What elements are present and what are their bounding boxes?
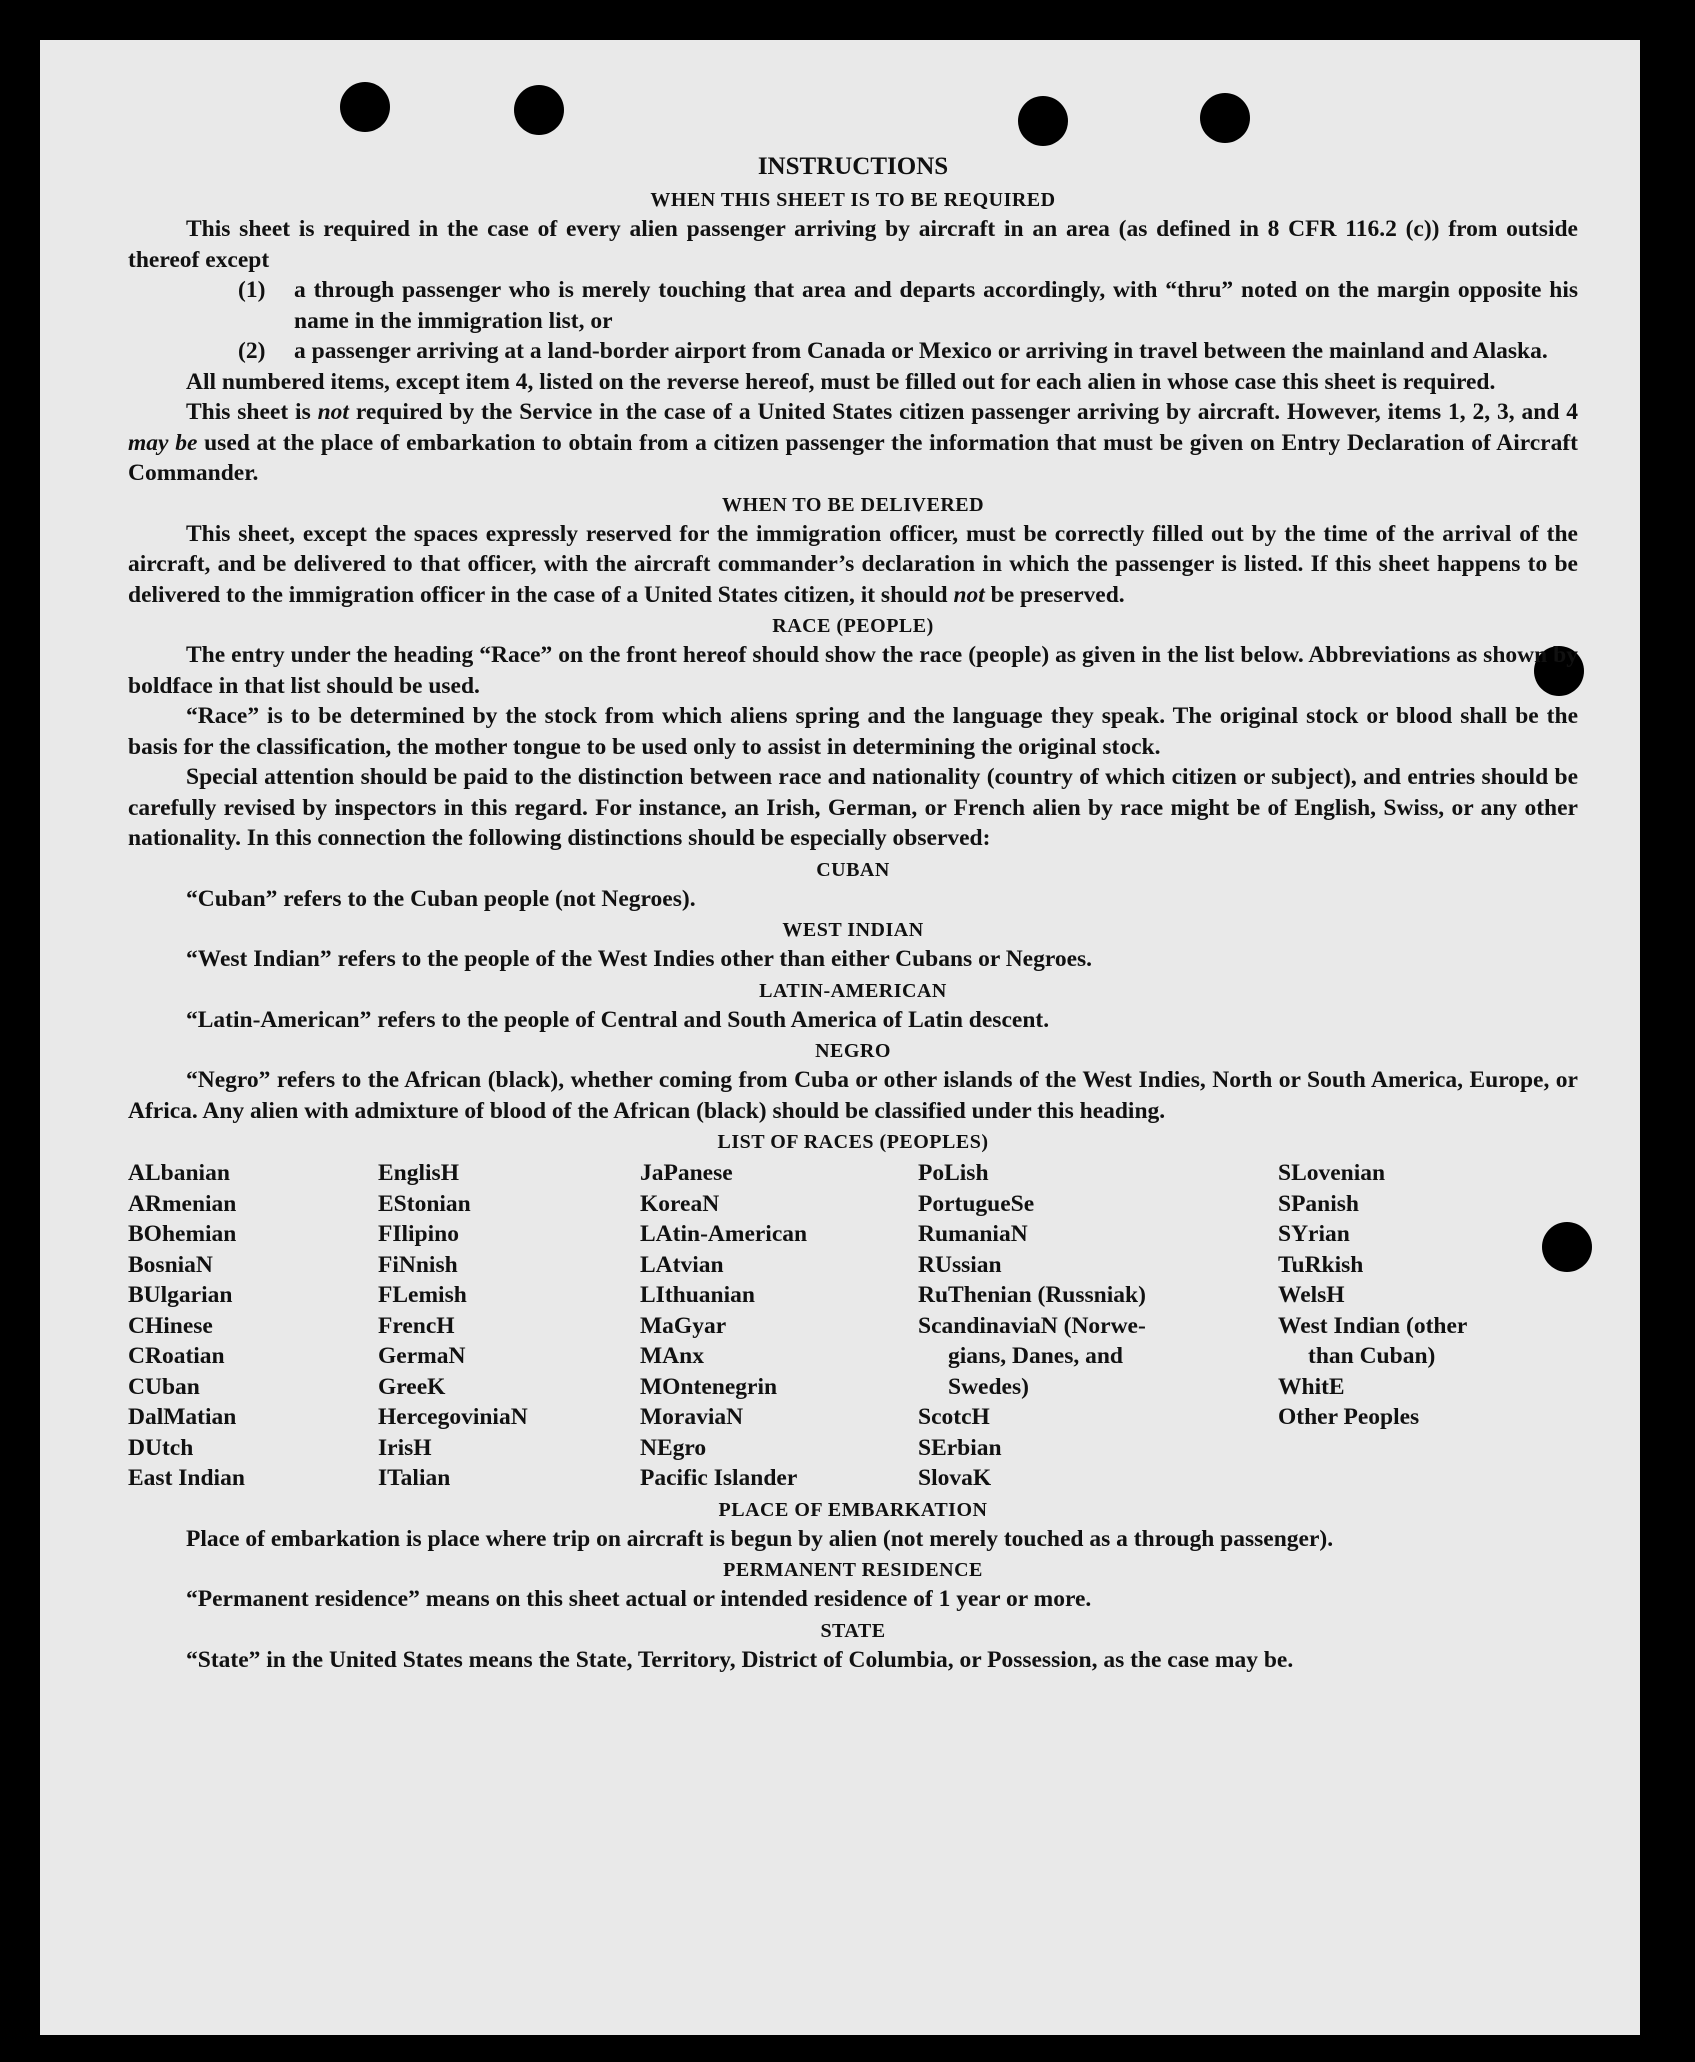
list-item: MOntenegrin — [640, 1373, 778, 1400]
list-item: TuRkish — [1278, 1251, 1364, 1278]
section-heading-list-of-races: LIST OF RACES (PEOPLES) — [717, 1131, 989, 1153]
section-heading-required: WHEN THIS SHEET IS TO BE REQUIRED — [650, 189, 1056, 211]
list-item: EnglisH — [378, 1160, 459, 1186]
races-column-3 — [640, 1158, 918, 1494]
list-item: WhitE — [1278, 1373, 1345, 1400]
paragraph: “Race” is to be determined by the stock from which aliens spring and the language they speak. The original stock or blood shall be the basis for the classification, the mother tongue to be used only to assist in determining the original stock. — [128, 703, 1578, 760]
list-item: FiNnish — [378, 1251, 458, 1278]
section-heading-west-indian: WEST INDIAN — [782, 919, 924, 941]
paragraph: This sheet, except the spaces expressly reserved for the immigration officer, must be correctly filled out by the time of the arrival of the aircraft, and be delivered to that officer, with the aircraft commander’s declaration in which the passenger is listed. If this sheet happens to be delivered to the immigration officer in the case of a United States citizen, it should not be preserved. — [128, 520, 1578, 608]
list-item: RuThenian (Russniak) — [918, 1282, 1146, 1308]
races-column-2 — [378, 1158, 640, 1494]
list-item: KoreaN — [640, 1190, 720, 1217]
list-item: SPanish — [1278, 1190, 1359, 1217]
list-item: EStonian — [378, 1190, 471, 1217]
instructions-content — [128, 150, 1578, 1675]
list-item: LIthuanian — [640, 1282, 755, 1308]
page-title: INSTRUCTIONS — [757, 153, 949, 180]
paragraph: “Negro” refers to the African (black), whether coming from Cuba or other islands of the West Indies, North or South America, Europe, or Africa. Any alien with admixture of blood of the African (black) should be classified under this heading. — [128, 1067, 1578, 1124]
races-column-1 — [128, 1158, 378, 1494]
list-item: gians, Danes, and — [948, 1343, 1123, 1369]
list-item: (1) a through passenger who is merely touching that area and departs accordingly, with “thru” noted on the margin opposite his name in the immigration list, or — [238, 277, 1578, 334]
list-item: LAtin-American — [640, 1221, 808, 1247]
list-item: LAtvian — [640, 1251, 724, 1278]
paragraph: “West Indian” refers to the people of the West Indies other than either Cubans or Negroes. — [186, 946, 1093, 972]
list-item: East Indian — [128, 1465, 245, 1491]
list-item: ARmenian — [128, 1190, 237, 1217]
list-item: IrisH — [378, 1434, 432, 1461]
list-item: FIlipino — [378, 1221, 459, 1247]
list-item: SErbian — [918, 1434, 1002, 1461]
paragraph: “Latin-American” refers to the people of Central and South America of Latin descent. — [186, 1006, 1050, 1033]
paragraph: Place of embarkation is place where trip on aircraft is begun by alien (not merely touched as a through passenger). — [186, 1525, 1334, 1552]
punch-hole — [1018, 96, 1068, 146]
list-item: Other Peoples — [1278, 1404, 1420, 1430]
list-item: MaGyar — [640, 1312, 727, 1339]
document-page — [40, 40, 1640, 2035]
list-item: GermaN — [378, 1343, 466, 1369]
paragraph: This sheet is not required by the Service in the case of a United States citizen passenger arriving by aircraft. However, items 1, 2, 3, and 4 may be used at the place of embarkation to obtain from a citizen passenger the information that must be given on Entry Declaration of Aircraft Commander. — [128, 399, 1579, 486]
section-heading-cuban: CUBAN — [816, 858, 890, 881]
list-item: DalMatian — [128, 1404, 237, 1430]
paragraph: “Permanent residence” means on this sheet actual or intended residence of 1 year or more. — [186, 1586, 1092, 1612]
races-list — [128, 1158, 1578, 1494]
paragraph: All numbered items, except item 4, listed on the reverse hereof, must be filled out for each alien in whose case this sheet is required. — [186, 368, 1496, 395]
punch-hole — [340, 82, 390, 132]
list-item: FLemish — [378, 1282, 467, 1308]
paragraph: “State” in the United States means the State, Territory, District of Columbia, or Possession, as the case may be. — [186, 1646, 1294, 1673]
list-item: than Cuban) — [1308, 1343, 1436, 1369]
paragraph: “Cuban” refers to the Cuban people (not Negroes). — [186, 885, 696, 912]
section-heading-residence: PERMANENT RESIDENCE — [723, 1559, 983, 1581]
punch-hole — [1200, 93, 1250, 143]
list-item: BosniaN — [128, 1251, 213, 1278]
paragraph: The entry under the heading “Race” on the front hereof should show the race (people) as given in the list below. Abbreviations as shown by boldface in that list should be used. — [128, 642, 1578, 699]
list-item: Pacific Islander — [640, 1465, 798, 1491]
list-item: RumaniaN — [918, 1221, 1028, 1247]
list-item: CHinese — [128, 1312, 213, 1339]
paragraph: Special attention should be paid to the distinction between race and nationality (country of which citizen or subject), and entries should be carefully revised by inspectors in this regard. For instance, an Irish, German, or French alien by race might be of English, Swiss, or any other nationality. In this connection the following distinctions should be especially observed: — [128, 764, 1578, 851]
list-item: FrencH — [378, 1312, 455, 1339]
list-item: BUlgarian — [128, 1282, 233, 1308]
races-column-4 — [918, 1158, 1278, 1494]
paragraph: This sheet is required in the case of every alien passenger arriving by aircraft in an area (as defined in 8 CFR 116.2 (c)) from outside thereof except — [128, 216, 1578, 273]
list-item: MoraviaN — [640, 1404, 744, 1430]
section-heading-latin-american: LATIN-AMERICAN — [759, 979, 947, 1002]
list-item: NEgro — [640, 1434, 707, 1461]
list-item: West Indian (other — [1278, 1312, 1468, 1339]
list-item: JaPanese — [640, 1160, 733, 1186]
list-item: GreeK — [378, 1373, 446, 1400]
races-column-5 — [1278, 1158, 1558, 1494]
list-item: RUssian — [918, 1251, 1002, 1278]
list-item: ITalian — [378, 1465, 451, 1491]
list-item: CUban — [128, 1373, 200, 1400]
list-item: MAnx — [640, 1343, 704, 1369]
list-item: (2) a passenger arriving at a land-border airport from Canada or Mexico or arriving in travel between the mainland and Alaska. — [238, 338, 1548, 364]
section-heading-race: RACE (PEOPLE) — [772, 615, 934, 637]
list-item: Swedes) — [948, 1373, 1029, 1400]
section-heading-embarkation: PLACE OF EMBARKATION — [718, 1498, 988, 1521]
list-item: DUtch — [128, 1434, 194, 1461]
list-item: SLovenian — [1278, 1160, 1386, 1186]
list-item: SlovaK — [918, 1465, 992, 1491]
list-item: PortugueSe — [918, 1190, 1035, 1217]
list-item: WelsH — [1278, 1282, 1345, 1308]
list-item: ScandinaviaN (Norwe- — [918, 1312, 1146, 1339]
list-item: ScotcH — [918, 1404, 990, 1430]
section-heading-state: STATE — [820, 1619, 886, 1642]
section-heading-negro: NEGRO — [815, 1040, 891, 1062]
section-heading-delivered: WHEN TO BE DELIVERED — [721, 493, 985, 516]
list-item: BOhemian — [128, 1221, 237, 1247]
list-item: ALbanian — [128, 1160, 230, 1186]
list-item: SYrian — [1278, 1221, 1350, 1247]
list-item: PoLish — [918, 1160, 989, 1186]
list-item: CRoatian — [128, 1343, 225, 1369]
punch-hole — [514, 85, 564, 135]
list-item: HercegoviniaN — [378, 1404, 528, 1430]
